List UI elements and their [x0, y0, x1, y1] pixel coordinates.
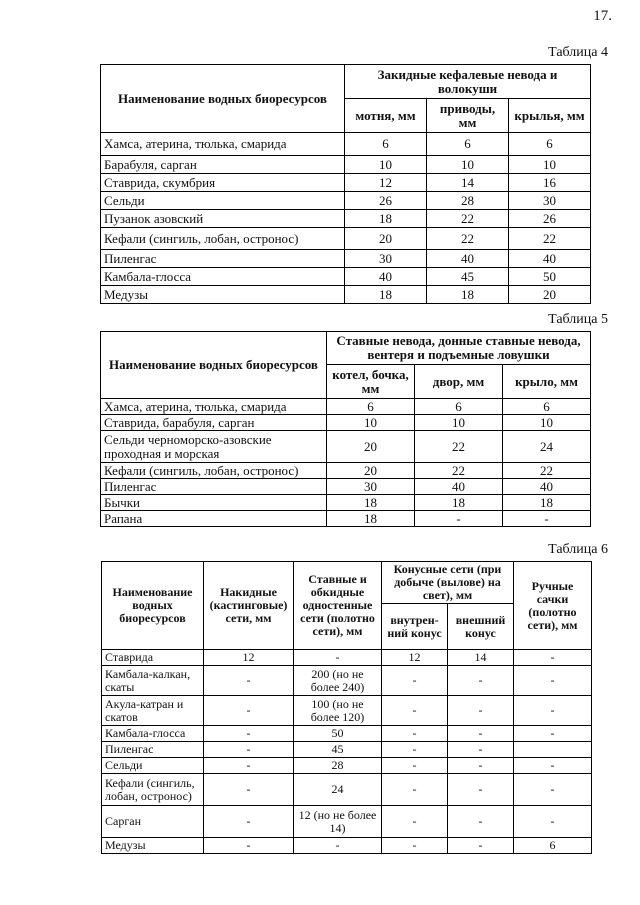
table-row [101, 495, 591, 511]
table-row [102, 726, 592, 742]
table-row [101, 133, 591, 156]
table5-caption: Таблица 5 [548, 312, 608, 327]
cell-value: 14 [427, 174, 509, 192]
row-name: Пузанок азовский [101, 210, 345, 228]
cell-value: 18 [503, 495, 591, 511]
cell-value: 18 [427, 286, 509, 304]
row-name: Рапана [101, 511, 327, 527]
row-name: Сельди [102, 758, 204, 774]
row-name: Пиленгас [101, 250, 345, 268]
cell-value: 45 [294, 742, 382, 758]
cell-value: 45 [427, 268, 509, 286]
table-row [101, 463, 591, 479]
cell-value: 28 [294, 758, 382, 774]
table6-header-hand: Ручные сачки (полотно сети), мм [514, 562, 592, 650]
cell-value: - [382, 838, 448, 854]
cell-value: 40 [509, 250, 591, 268]
cell-value: - [204, 742, 294, 758]
cell-value: 6 [509, 133, 591, 156]
cell-value: - [514, 726, 592, 742]
cell-value: - [204, 696, 294, 726]
cell-value: 30 [327, 479, 415, 495]
cell-value: 26 [509, 210, 591, 228]
cell-value: 12 (но не более 14) [294, 806, 382, 838]
row-name: Камбала-калкан, скаты [102, 666, 204, 696]
cell-value: - [204, 806, 294, 838]
row-name: Медузы [102, 838, 204, 854]
cell-value: 6 [345, 133, 427, 156]
table4-header-name: Наименование водных биоресурсов [101, 65, 345, 133]
cell-value: 10 [509, 156, 591, 174]
cell-value: - [514, 774, 592, 806]
table-row [102, 696, 592, 726]
cell-value: - [382, 726, 448, 742]
row-name: Кефали (сингиль, лобан, остронос) [102, 774, 204, 806]
table5-body [101, 399, 591, 527]
cell-value: - [514, 650, 592, 666]
page-number: 17. [593, 8, 612, 24]
table-row [101, 511, 591, 527]
table-row [101, 228, 591, 250]
cell-value: 6 [415, 399, 503, 415]
table-row [102, 742, 592, 758]
table-row [101, 479, 591, 495]
cell-value: 50 [294, 726, 382, 742]
cell-value: 12 [382, 650, 448, 666]
cell-value: 50 [509, 268, 591, 286]
cell-value: 10 [503, 415, 591, 431]
row-name: Кефали (сингиль, лобан, остронос) [101, 463, 327, 479]
cell-value: - [514, 806, 592, 838]
cell-value: 6 [427, 133, 509, 156]
cell-value: - [204, 726, 294, 742]
table-row [102, 666, 592, 696]
table6-subheader: внешний конус [448, 604, 514, 650]
cell-value: - [448, 742, 514, 758]
cell-value: 24 [294, 774, 382, 806]
cell-value: 12 [204, 650, 294, 666]
cell-value: 18 [345, 210, 427, 228]
cell-value: 10 [345, 156, 427, 174]
cell-value: - [382, 666, 448, 696]
cell-value: 22 [509, 228, 591, 250]
cell-value: - [514, 696, 592, 726]
cell-value: - [415, 511, 503, 527]
table-row [101, 268, 591, 286]
cell-value: 20 [509, 286, 591, 304]
table4-caption: Таблица 4 [548, 45, 608, 60]
cell-value: 22 [503, 463, 591, 479]
table5-header-group: Ставные невода, донные ставные невода, вентеря и подъемные ловушки [327, 332, 591, 365]
row-name: Хамса, атерина, тюлька, смарида [101, 399, 327, 415]
cell-value: 20 [345, 228, 427, 250]
table-row [101, 399, 591, 415]
cell-value: 18 [345, 286, 427, 304]
table4-body [101, 133, 591, 304]
table6-header-fixed: Ставные и обкидные одностенные сети (полотно сети), мм [294, 562, 382, 650]
cell-value: 40 [345, 268, 427, 286]
table-row [101, 192, 591, 210]
cell-value: 6 [503, 399, 591, 415]
table5-subheader: крыло, мм [503, 365, 591, 399]
table-row [102, 838, 592, 854]
cell-value: 40 [427, 250, 509, 268]
cell-value: - [503, 511, 591, 527]
cell-value: - [448, 666, 514, 696]
cell-value: 100 (но не более 120) [294, 696, 382, 726]
cell-value: - [204, 758, 294, 774]
cell-value: - [204, 774, 294, 806]
row-name: Хамса, атерина, тюлька, смарида [101, 133, 345, 156]
cell-value: 22 [427, 228, 509, 250]
row-name: Барабуля, сарган [101, 156, 345, 174]
row-name: Камбала-глосса [101, 268, 345, 286]
row-name: Ставрида [102, 650, 204, 666]
cell-value: 26 [345, 192, 427, 210]
row-name: Бычки [101, 495, 327, 511]
cell-value: - [382, 742, 448, 758]
cell-value: - [382, 774, 448, 806]
cell-value: 22 [415, 463, 503, 479]
row-name: Акула-катран и скатов [102, 696, 204, 726]
cell-value: 6 [514, 838, 592, 854]
cell-value: - [448, 774, 514, 806]
table6-caption: Таблица 6 [548, 542, 608, 557]
row-name: Пиленгас [101, 479, 327, 495]
cell-value: - [382, 696, 448, 726]
cell-value: - [448, 726, 514, 742]
table6-body [102, 650, 592, 854]
cell-value [514, 742, 592, 758]
table-row [102, 806, 592, 838]
cell-value: - [448, 806, 514, 838]
cell-value: - [294, 838, 382, 854]
cell-value: 20 [327, 431, 415, 463]
cell-value: 200 (но не более 240) [294, 666, 382, 696]
table6-header-cast: Накидные (кастинговые) сети, мм [204, 562, 294, 650]
row-name: Ставрида, барабуля, сарган [101, 415, 327, 431]
row-name: Медузы [101, 286, 345, 304]
cell-value: - [514, 666, 592, 696]
table-5 [100, 331, 591, 527]
table4-subheader: крылья, мм [509, 99, 591, 133]
table-row [101, 415, 591, 431]
row-name: Сельди черноморско-азовские проходная и морская [101, 431, 327, 463]
table-row [101, 210, 591, 228]
table4-header-group: Закидные кефалевые невода и волокуши [345, 65, 591, 99]
cell-value: - [382, 758, 448, 774]
table-6 [101, 561, 592, 854]
cell-value: 10 [415, 415, 503, 431]
cell-value: - [514, 758, 592, 774]
cell-value: 10 [327, 415, 415, 431]
row-name: Сельди [101, 192, 345, 210]
table5-header-name: Наименование водных биоресурсов [101, 332, 327, 399]
table-row [102, 650, 592, 666]
cell-value: 24 [503, 431, 591, 463]
cell-value: 22 [415, 431, 503, 463]
cell-value: - [204, 666, 294, 696]
cell-value: 20 [327, 463, 415, 479]
cell-value: 14 [448, 650, 514, 666]
table-row [101, 250, 591, 268]
row-name: Кефали (сингиль, лобан, остронос) [101, 228, 345, 250]
table6-header-name: Наименование водных биоресурсов [102, 562, 204, 650]
cell-value: - [294, 650, 382, 666]
cell-value: 30 [345, 250, 427, 268]
table5-subheader: двор, мм [415, 365, 503, 399]
cell-value: 6 [327, 399, 415, 415]
cell-value: 40 [415, 479, 503, 495]
cell-value: - [448, 838, 514, 854]
cell-value: 40 [503, 479, 591, 495]
cell-value: 10 [427, 156, 509, 174]
table-row [101, 286, 591, 304]
table-row [101, 431, 591, 463]
cell-value: 18 [327, 495, 415, 511]
row-name: Пиленгас [102, 742, 204, 758]
row-name: Ставрида, скумбрия [101, 174, 345, 192]
table-row [102, 774, 592, 806]
cell-value: 18 [327, 511, 415, 527]
table5-subheader: котел, бочка, мм [327, 365, 415, 399]
cell-value: 18 [415, 495, 503, 511]
table4-subheader: мотня, мм [345, 99, 427, 133]
cell-value: 28 [427, 192, 509, 210]
table-row [101, 156, 591, 174]
cell-value: - [382, 806, 448, 838]
cell-value: 16 [509, 174, 591, 192]
cell-value: - [448, 696, 514, 726]
table6-header-group: Конусные сети (при добыче (вылове) на свет), мм [382, 562, 514, 604]
table-row [101, 174, 591, 192]
row-name: Камбала-глосса [102, 726, 204, 742]
table6-subheader: внутрен-ний конус [382, 604, 448, 650]
cell-value: 22 [427, 210, 509, 228]
row-name: Сарган [102, 806, 204, 838]
cell-value: 12 [345, 174, 427, 192]
cell-value: - [204, 838, 294, 854]
cell-value: 30 [509, 192, 591, 210]
cell-value: - [448, 758, 514, 774]
table4-subheader: приводы, мм [427, 99, 509, 133]
table-4 [100, 64, 591, 304]
table-row [102, 758, 592, 774]
